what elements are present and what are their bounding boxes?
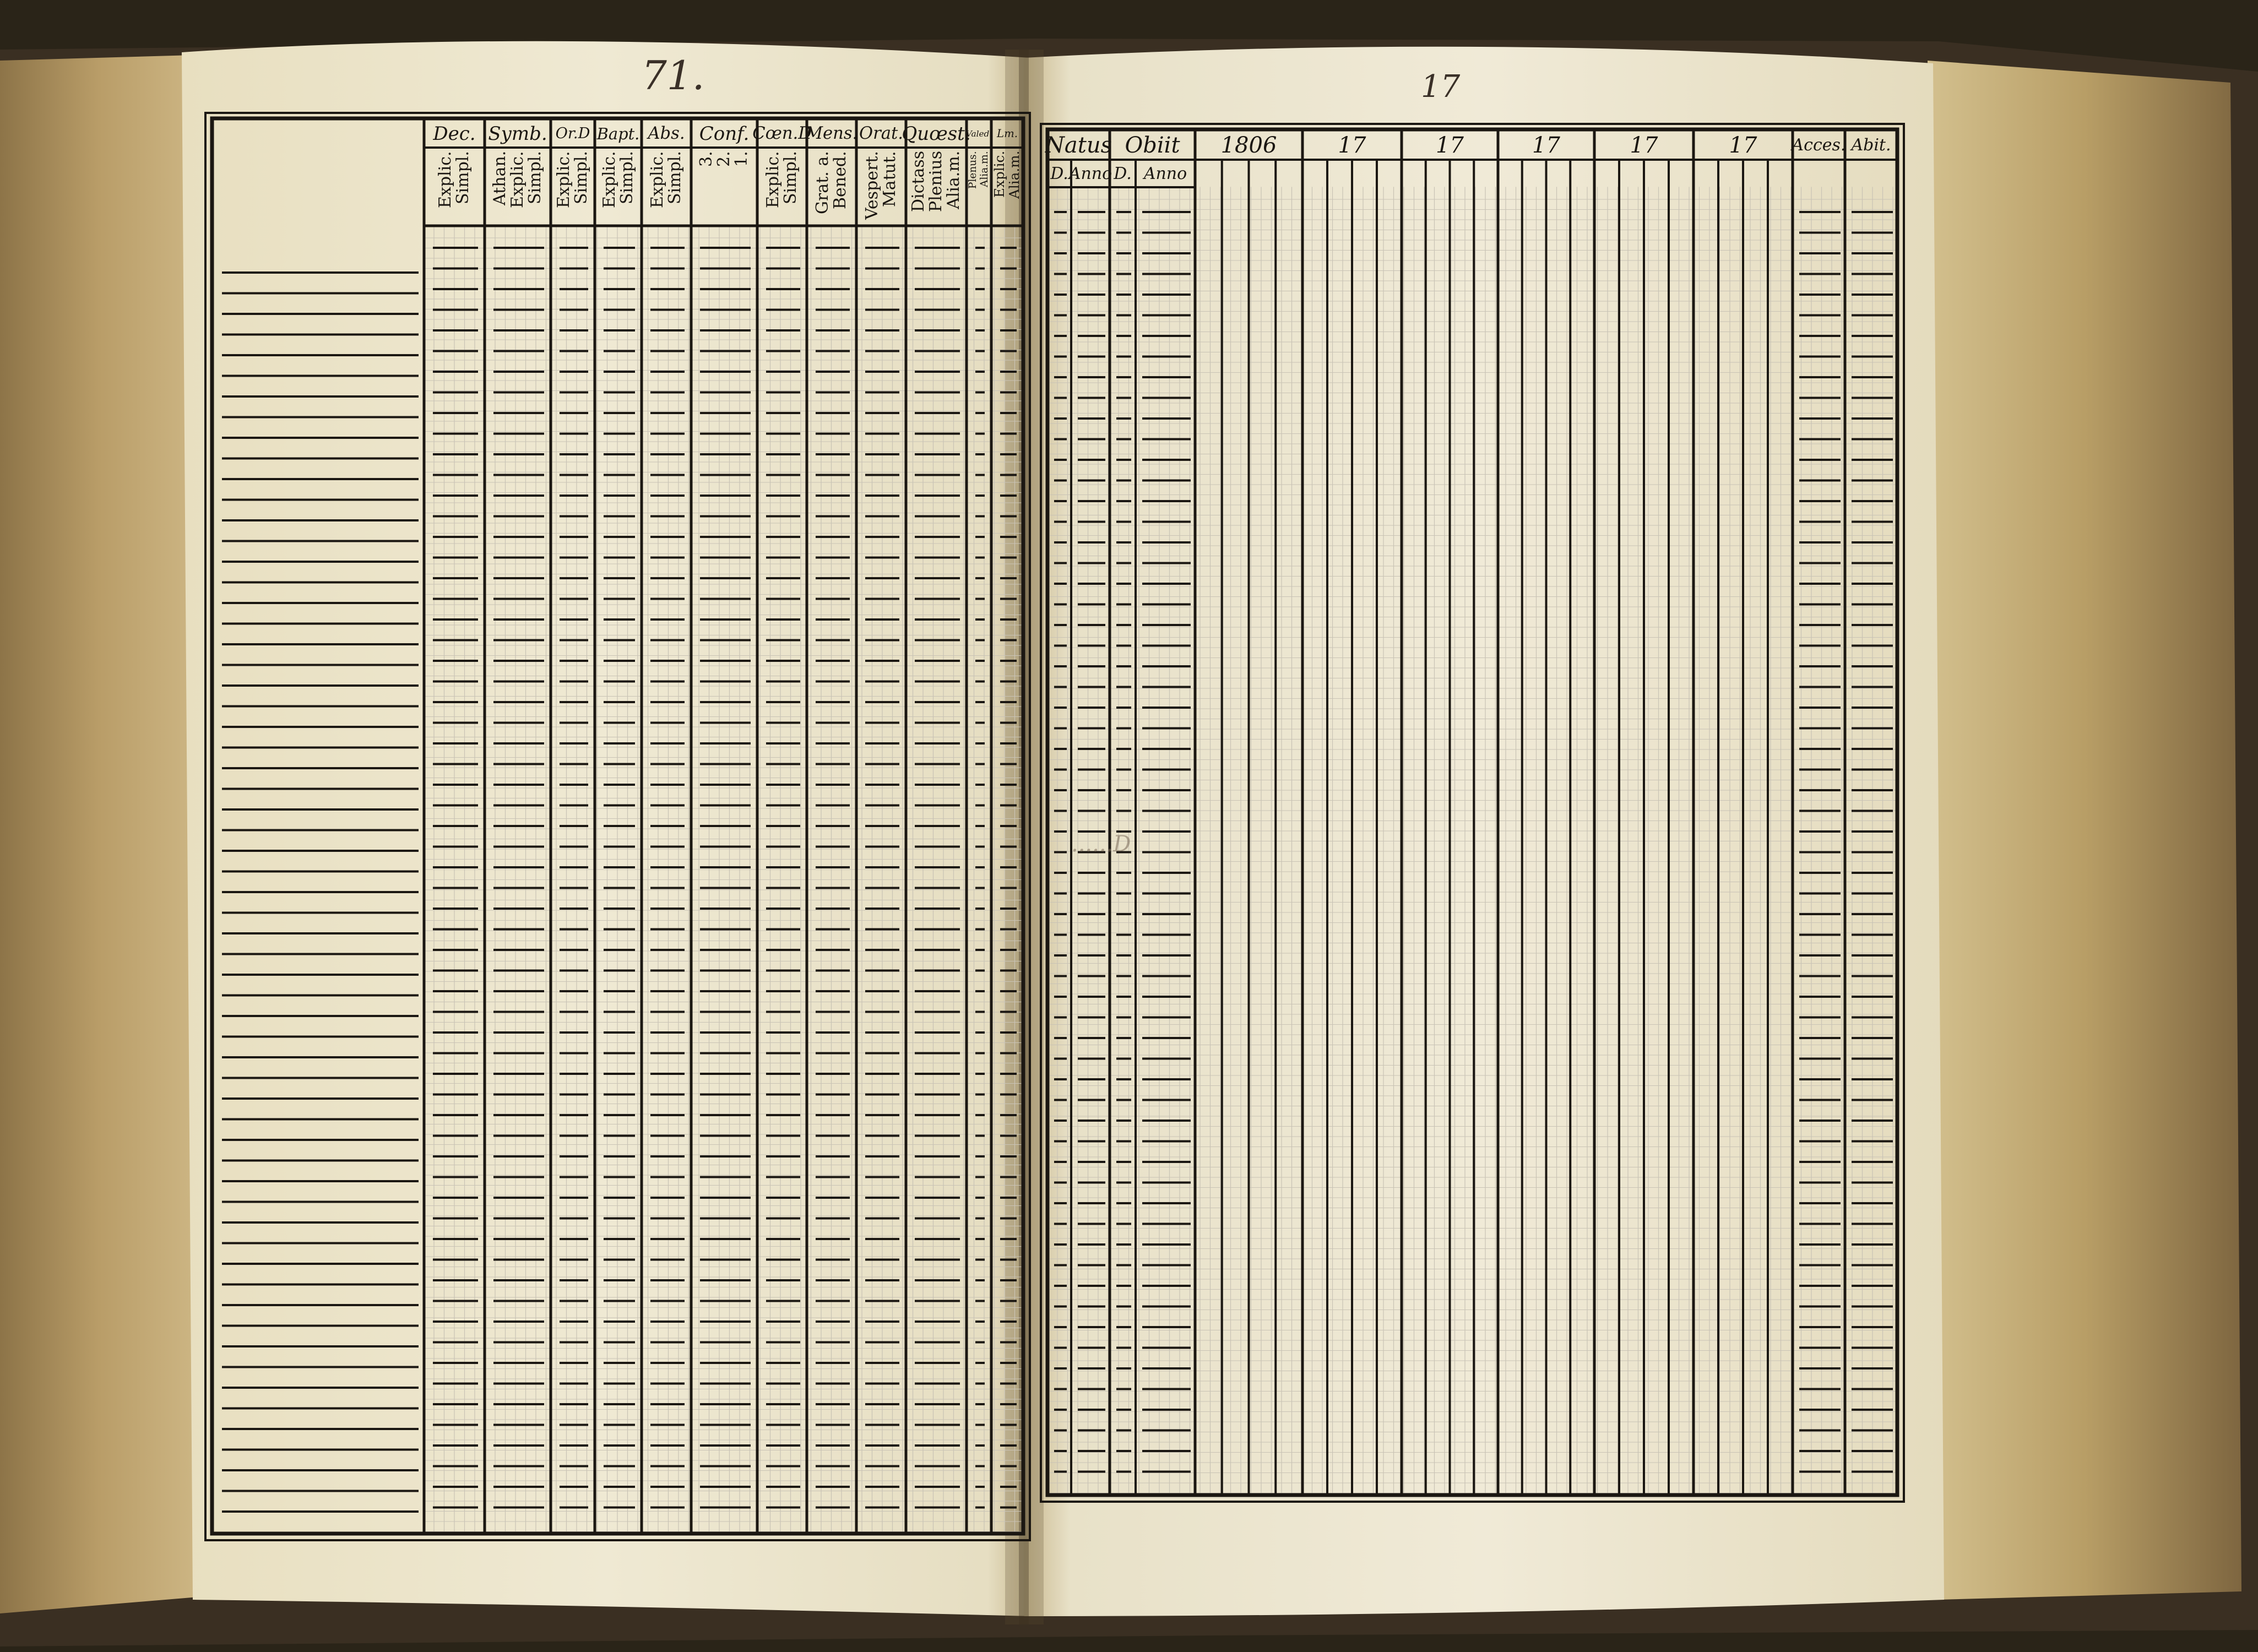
header-7: 17 — [1729, 132, 1757, 158]
subheader-label: Plenus. — [967, 151, 979, 189]
header-0: Natus — [1045, 132, 1112, 158]
pencil-note: ......D — [1071, 832, 1131, 857]
subheader-label: Grat. a. — [813, 151, 832, 214]
subheader-label: 1. — [732, 151, 751, 167]
subheader-9 — [906, 151, 967, 256]
header-9: Quœst. — [902, 122, 971, 145]
subheader-label: Simpl. — [572, 151, 591, 204]
subheader-5 — [691, 151, 757, 256]
header-5: Conf. — [699, 122, 750, 145]
header-3: Bapt. — [596, 124, 640, 143]
header-2: Or.D — [555, 125, 590, 142]
subheader-label: Simpl. — [665, 151, 685, 204]
subheader-2 — [551, 151, 595, 256]
header-8: Acces. — [1792, 135, 1846, 155]
subheader-label: Explic. — [763, 151, 783, 208]
subheader-3: Anno — [1143, 164, 1187, 183]
header-8: Orat. — [859, 124, 903, 143]
right-page-edges — [1928, 61, 2241, 1600]
header-6: Cœn.D — [752, 124, 812, 143]
subheader-label: Matut. — [880, 151, 899, 207]
subheader-label: 3. — [697, 151, 716, 167]
subheader-label: Explic. — [648, 151, 667, 208]
header-7: Mens. — [805, 124, 858, 143]
subheader-label: Simpl. — [525, 151, 545, 204]
subheader-label: Dictass — [909, 151, 928, 213]
header-1: Symb. — [488, 122, 547, 145]
subheader-label: Explic. — [554, 151, 573, 208]
header-5: 17 — [1532, 132, 1560, 158]
subheader-7 — [807, 151, 856, 256]
subheader-4 — [642, 151, 691, 256]
header-0: Dec. — [433, 122, 476, 145]
subheader-label: Plenius — [926, 151, 946, 213]
header-11: Lm. — [996, 127, 1018, 140]
header-4: Abs. — [648, 124, 685, 143]
subheader-0: D. — [1050, 164, 1068, 183]
subheader-label: Athan. — [490, 151, 509, 206]
subheader-1: Anno — [1068, 164, 1112, 183]
subheader-0 — [424, 151, 485, 256]
subheader-label: 2. — [714, 151, 734, 167]
subheader-label: Explic. — [436, 151, 455, 208]
subheader-label: Simpl. — [453, 151, 473, 204]
subheader-label: Bened. — [831, 151, 850, 209]
subheader-label: Explic. — [599, 151, 619, 208]
subheader-label: Vespert. — [862, 151, 882, 220]
header-1: Obiit — [1125, 132, 1180, 158]
right-page-number: 17 — [1421, 69, 1461, 105]
subheader-2: D. — [1114, 164, 1132, 183]
subheader-3 — [595, 151, 642, 256]
subheader-10 — [967, 151, 991, 256]
subheader-label: Explic. — [991, 151, 1008, 198]
subheader-label: Simpl. — [617, 151, 637, 204]
left-page-number: 71. — [642, 52, 705, 99]
subheader-6 — [757, 151, 807, 256]
subheader-8 — [856, 151, 906, 256]
subheader-11 — [991, 151, 1023, 256]
header-2: 1806 — [1220, 132, 1277, 158]
header-10: Valed. — [965, 128, 992, 139]
subheader-1 — [485, 151, 551, 256]
header-4: 17 — [1436, 132, 1464, 158]
left-page-edges — [0, 55, 198, 1613]
subheader-label: Alia.m. — [944, 151, 963, 210]
header-3: 17 — [1338, 132, 1366, 158]
subheader-label: Alia.m. — [1006, 151, 1022, 199]
header-6: 17 — [1630, 132, 1658, 158]
subheader-label: Explic. — [508, 151, 527, 208]
header-9: Abit. — [1851, 135, 1891, 155]
subheader-label: Alia.m. — [978, 151, 990, 187]
subheader-label: Simpl. — [781, 151, 800, 204]
